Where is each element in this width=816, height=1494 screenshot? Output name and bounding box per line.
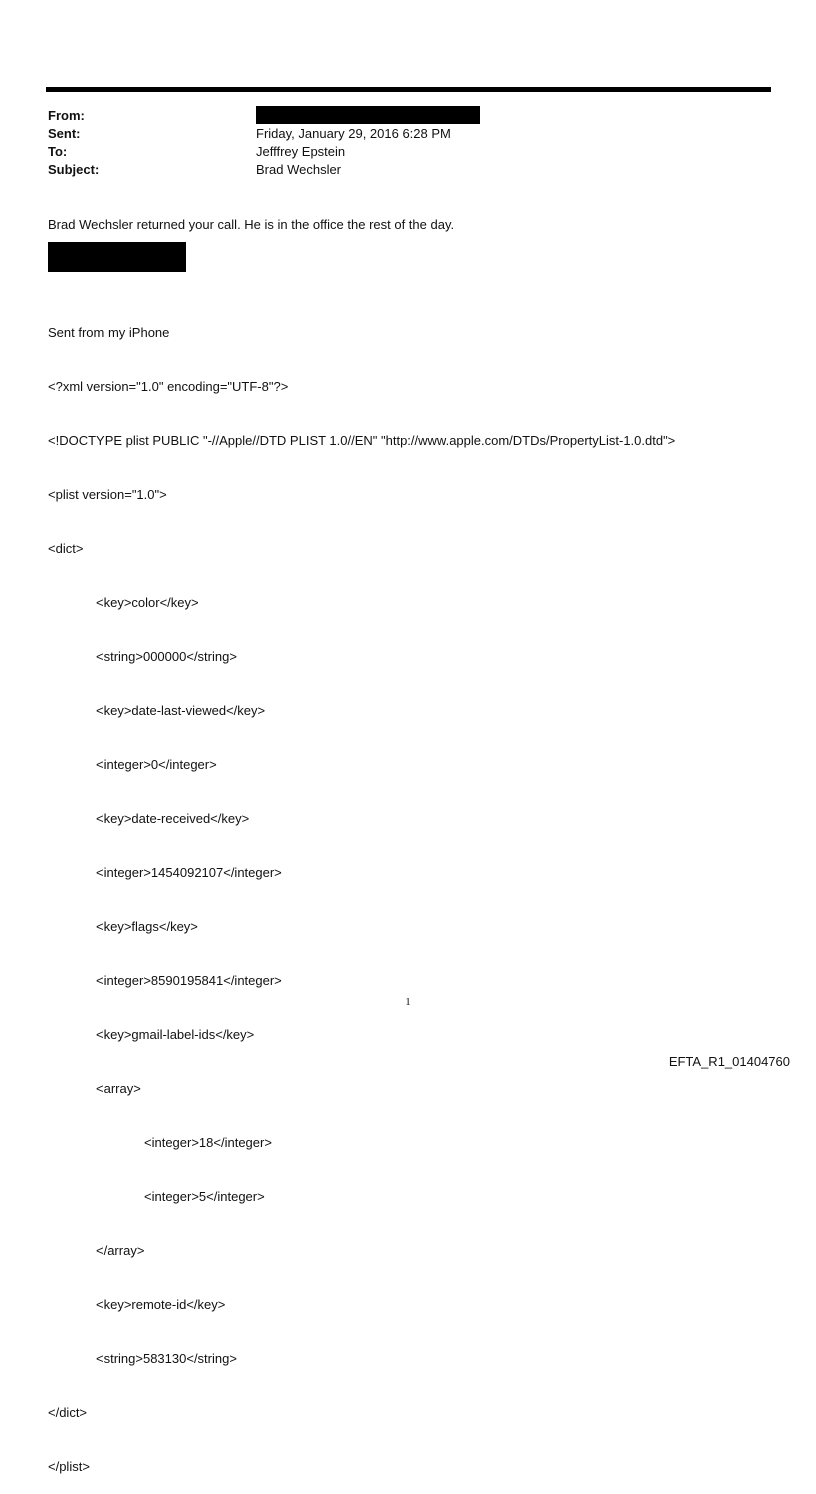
- from-label: From:: [48, 107, 85, 123]
- plist-line: <string>000000</string>: [96, 649, 237, 664]
- document-id: EFTA_R1_01404760: [668, 1054, 790, 1069]
- page-number: 1: [405, 996, 411, 1008]
- email-header: [48, 106, 748, 178]
- to-value: Jefffrey Epstein: [256, 143, 346, 159]
- xml-declaration: <?xml version="1.0" encoding="UTF-8"?>: [48, 379, 289, 394]
- plist-line: <array>: [96, 1081, 141, 1096]
- dict-close: </dict>: [48, 1405, 88, 1420]
- to-row: [48, 142, 748, 160]
- array-item: <integer>18</integer>: [144, 1135, 272, 1150]
- plist-line: <key>date-last-viewed</key>: [96, 703, 266, 718]
- plist-line: <key>date-received</key>: [96, 811, 250, 826]
- message-body: Brad Wechsler returned your call. He is in the office the rest of the day.: [48, 217, 455, 232]
- plist-line: <integer>8590195841</integer>: [96, 973, 282, 988]
- plist-line: <string>583130</string>: [96, 1351, 237, 1366]
- subject-row: [48, 160, 748, 178]
- to-label: To:: [48, 143, 68, 159]
- header-rule: [46, 87, 771, 92]
- sent-label: Sent:: [48, 125, 81, 141]
- plist-line: <key>flags</key>: [96, 919, 198, 934]
- array-item: <integer>5</integer>: [144, 1189, 265, 1204]
- plist-open: <plist version="1.0">: [48, 487, 167, 502]
- signature-redaction: [48, 242, 186, 272]
- from-redaction: [256, 106, 480, 124]
- subject-value: Brad Wechsler: [256, 161, 342, 177]
- doctype-line: <!DOCTYPE plist PUBLIC "-//Apple//DTD PLIST 1.0//EN" "http://www.apple.com/DTDs/PropertyList-1.0.dtd">: [48, 433, 676, 448]
- plist-line: <key>color</key>: [96, 595, 199, 610]
- plist-line: <integer>0</integer>: [96, 757, 217, 772]
- plist-close: </plist>: [48, 1459, 90, 1474]
- dict-open: <dict>: [48, 541, 84, 556]
- plist-line: <key>gmail-label-ids</key>: [96, 1027, 255, 1042]
- from-row: [48, 106, 748, 124]
- plist-line: <integer>1454092107</integer>: [96, 865, 282, 880]
- sent-row: [48, 124, 748, 142]
- plist-block: [48, 288, 675, 1494]
- signature-line: Sent from my iPhone: [48, 325, 170, 340]
- subject-label: Subject:: [48, 161, 100, 177]
- sent-value: Friday, January 29, 2016 6:28 PM: [256, 125, 451, 141]
- array-close: </array>: [96, 1243, 145, 1258]
- plist-line: <key>remote-id</key>: [96, 1297, 226, 1312]
